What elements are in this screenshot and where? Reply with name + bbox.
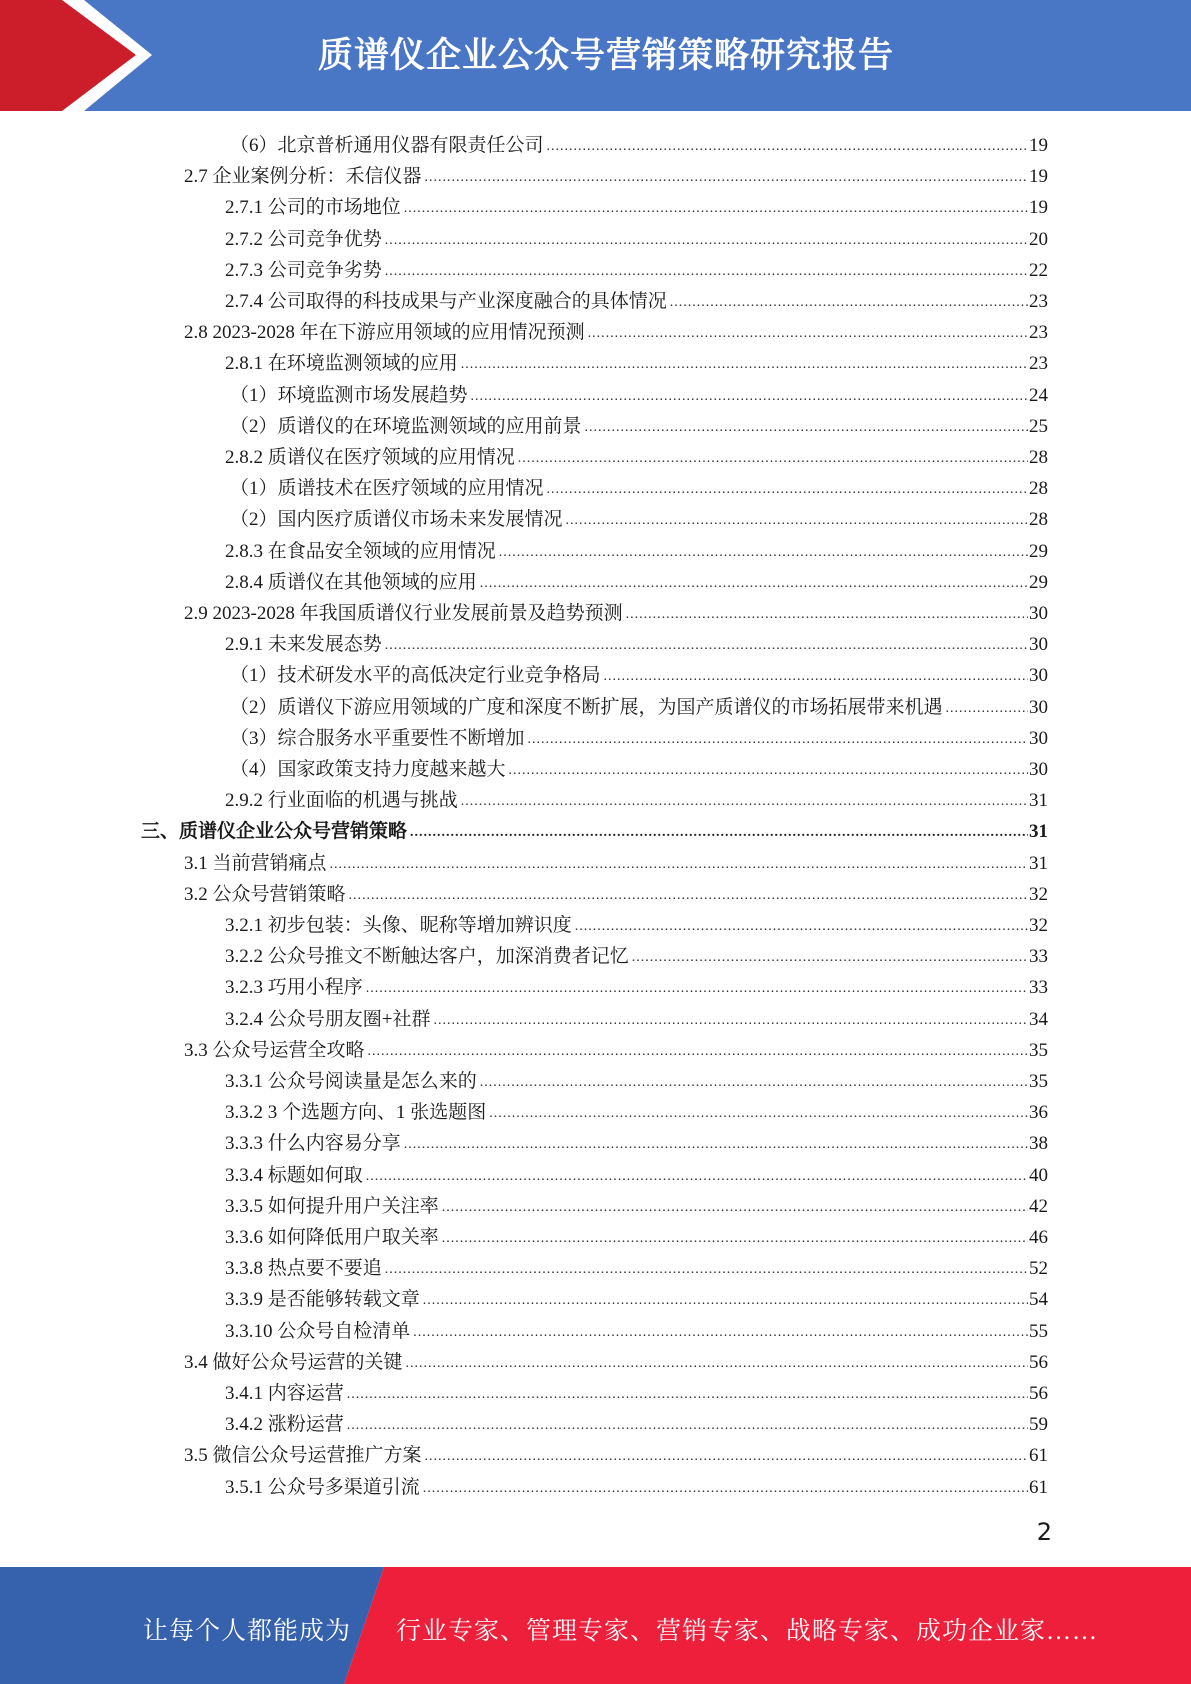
toc-dot-leader	[588, 325, 1028, 345]
toc-dot-leader	[368, 1043, 1028, 1063]
toc-entry-title: 3.4.1 内容运营	[225, 1383, 344, 1404]
toc-entry-page: 56	[1029, 1383, 1048, 1404]
toc-entry-page: 42	[1029, 1196, 1048, 1217]
toc-entry-title: 2.9.2 行业面临的机遇与挑战	[225, 790, 458, 811]
toc-entry-page: 23	[1029, 291, 1048, 312]
header-red-chevron	[0, 0, 148, 111]
toc-entry[interactable]	[184, 1032, 1048, 1063]
toc-entry[interactable]	[225, 1250, 1048, 1281]
toc-dot-leader	[489, 1105, 1028, 1125]
toc-dot-leader	[480, 575, 1028, 595]
toc-dot-leader	[461, 793, 1028, 813]
toc-entry-title: （1）环境监测市场发展趋势	[230, 385, 468, 406]
toc-entry[interactable]	[225, 1063, 1048, 1094]
toc-entry-page: 22	[1029, 260, 1048, 281]
toc-entry[interactable]	[230, 657, 1048, 688]
toc-entry-page: 33	[1029, 977, 1048, 998]
toc-entry[interactable]	[184, 314, 1048, 345]
toc-entry-title: 2.8.3 在食品安全领域的应用情况	[225, 541, 496, 562]
toc-entry-page: 36	[1029, 1102, 1048, 1123]
toc-entry-title: 2.7.2 公司竞争优势	[225, 229, 382, 250]
toc-entry-page: 40	[1029, 1165, 1048, 1186]
toc-entry-title: 3.3.5 如何提升用户关注率	[225, 1196, 439, 1217]
toc-dot-leader	[347, 1417, 1028, 1437]
toc-dot-leader	[404, 1136, 1028, 1156]
toc-dot-leader	[626, 606, 1028, 626]
toc-dot-leader	[385, 637, 1028, 657]
toc-dot-leader	[423, 1292, 1028, 1312]
toc-entry-page: 30	[1029, 759, 1048, 780]
toc-dot-leader	[946, 700, 1028, 720]
toc-entry[interactable]	[230, 501, 1048, 532]
toc-dot-leader	[349, 887, 1028, 907]
toc-entry-title: 2.7.4 公司取得的科技成果与产业深度融合的具体情况	[225, 291, 667, 312]
toc-entry-page: 30	[1029, 728, 1048, 749]
toc-entry-page: 31	[1029, 790, 1048, 811]
toc-dot-leader	[509, 762, 1028, 782]
toc-entry-title: 3.2.1 初步包装：头像、昵称等增加辨识度	[225, 915, 572, 936]
toc-entry[interactable]	[225, 1001, 1048, 1032]
toc-entry-page: 23	[1029, 353, 1048, 374]
toc-entry[interactable]	[225, 221, 1048, 252]
toc-entry-page: 61	[1029, 1445, 1048, 1466]
toc-entry-title: 2.8.1 在环境监测领域的应用	[225, 353, 458, 374]
toc-entry[interactable]	[184, 876, 1048, 907]
toc-entry-page: 30	[1029, 603, 1048, 624]
toc-entry-title: 2.7.3 公司竞争劣势	[225, 260, 382, 281]
toc-entry-page: 33	[1029, 946, 1048, 967]
toc-entry-title: （2）质谱仪的在环境监测领域的应用前景	[230, 416, 582, 437]
toc-dot-leader	[547, 481, 1028, 501]
toc-entry-title: 3.2.4 公众号朋友圈+社群	[225, 1009, 431, 1030]
toc-entry-page: 61	[1029, 1477, 1048, 1498]
toc-entry-page: 55	[1029, 1321, 1048, 1342]
toc-entry-page: 24	[1029, 385, 1048, 406]
toc-dot-leader	[442, 1199, 1028, 1219]
toc-entry[interactable]	[225, 252, 1048, 283]
toc-entry-title: （1）质谱技术在医疗领域的应用情况	[230, 478, 544, 499]
toc-entry-title: （6）北京普析通用仪器有限责任公司	[230, 135, 544, 156]
toc-entry[interactable]	[184, 595, 1048, 626]
toc-dot-leader	[404, 200, 1028, 220]
toc-entry[interactable]	[225, 533, 1048, 564]
toc-dot-leader	[330, 856, 1028, 876]
toc-dot-leader	[471, 388, 1028, 408]
toc-entry[interactable]	[225, 564, 1048, 595]
toc-entry-page: 23	[1029, 322, 1048, 343]
toc-entry-title: 3.1 当前营销痛点	[184, 853, 327, 874]
toc-entry[interactable]	[225, 345, 1048, 376]
toc-entry[interactable]	[184, 1437, 1048, 1468]
toc-dot-leader	[604, 668, 1028, 688]
toc-entry-page: 35	[1029, 1040, 1048, 1061]
toc-dot-leader	[385, 232, 1028, 252]
toc-entry-page: 56	[1029, 1352, 1048, 1373]
toc-entry-page: 31	[1029, 821, 1048, 842]
toc-entry-title: （2）质谱仪下游应用领域的广度和深度不断扩展，为国产质谱仪的市场拓展带来机遇	[230, 697, 943, 718]
toc-dot-leader	[366, 1168, 1028, 1188]
toc-entry-page: 52	[1029, 1258, 1048, 1279]
toc-entry[interactable]	[230, 689, 1048, 720]
toc-entry[interactable]	[184, 845, 1048, 876]
toc-entry-page: 29	[1029, 541, 1048, 562]
toc-entry[interactable]	[141, 813, 1048, 844]
toc-entry-page: 29	[1029, 572, 1048, 593]
toc-dot-leader	[433, 1012, 1028, 1032]
toc-entry-title: 3.3.2 3 个选题方向、1 张选题图	[225, 1102, 487, 1123]
toc-dot-leader	[410, 824, 1028, 844]
page-number: 2	[1036, 1518, 1052, 1546]
toc-entry-page: 34	[1029, 1009, 1048, 1030]
page-footer	[0, 1567, 1191, 1684]
toc-entry[interactable]	[225, 1219, 1048, 1250]
toc-dot-leader	[442, 1230, 1028, 1250]
toc-entry-page: 20	[1029, 229, 1048, 250]
toc-entry-title: 2.8.4 质谱仪在其他领域的应用	[225, 572, 477, 593]
footer-slogan-right: 行业专家、管理专家、营销专家、战略专家、成功企业家……	[396, 1618, 1099, 1645]
toc-entry-title: 2.7.1 公司的市场地位	[225, 197, 401, 218]
toc-dot-leader	[406, 1355, 1028, 1375]
toc-entry[interactable]	[230, 720, 1048, 751]
toc-entry[interactable]	[230, 377, 1048, 408]
toc-entry[interactable]	[225, 1313, 1048, 1344]
toc-entry-title: （4）国家政策支持力度越来越大	[230, 759, 506, 780]
toc-entry[interactable]	[225, 1094, 1048, 1125]
toc-entry-title: 2.9 2023-2028 年我国质谱仪行业发展前景及趋势预测	[184, 603, 623, 624]
toc-dot-leader	[632, 949, 1028, 969]
toc-entry[interactable]	[225, 1469, 1048, 1500]
toc-entry-title: （3）综合服务水平重要性不断增加	[230, 728, 525, 749]
toc-entry-page: 30	[1029, 634, 1048, 655]
toc-entry[interactable]	[225, 1281, 1048, 1312]
toc-entry[interactable]	[184, 1344, 1048, 1375]
toc-entry[interactable]	[225, 782, 1048, 813]
toc-entry-title: 3.2.3 巧用小程序	[225, 977, 363, 998]
toc-entry-page: 28	[1029, 509, 1048, 530]
toc-entry[interactable]	[225, 1406, 1048, 1437]
page-header	[0, 0, 1191, 111]
toc-entry[interactable]	[184, 158, 1048, 189]
toc-dot-leader	[425, 1448, 1028, 1468]
toc-dot-leader	[670, 294, 1028, 314]
toc-entry[interactable]	[230, 408, 1048, 439]
toc-entry-title: 3.3.6 如何降低用户取关率	[225, 1227, 439, 1248]
toc-entry-title: 3.3 公众号运营全攻略	[184, 1040, 365, 1061]
toc-entry[interactable]	[225, 1125, 1048, 1156]
toc-entry[interactable]	[225, 439, 1048, 470]
toc-dot-leader	[585, 419, 1028, 439]
toc-entry-title: 3.2.2 公众号推文不断触达客户，加深消费者记忆	[225, 946, 629, 967]
report-title: 质谱仪企业公众号营销策略研究报告	[318, 36, 895, 76]
toc-entry-page: 28	[1029, 478, 1048, 499]
toc-entry-page: 25	[1029, 416, 1048, 437]
toc-entry-title: （2）国内医疗质谱仪市场未来发展情况	[230, 509, 563, 530]
toc-dot-leader	[528, 731, 1028, 751]
toc-dot-leader	[575, 918, 1028, 938]
toc-dot-leader	[413, 1324, 1028, 1344]
toc-dot-leader	[347, 1386, 1028, 1406]
toc-entry[interactable]	[225, 969, 1048, 1000]
toc-entry-title: 3.4.2 涨粉运营	[225, 1414, 344, 1435]
toc-entry-title: 3.3.9 是否能够转载文章	[225, 1289, 420, 1310]
toc-entry-page: 19	[1029, 135, 1048, 156]
toc-dot-leader	[461, 356, 1028, 376]
toc-entry-title: 2.7 企业案例分析：禾信仪器	[184, 166, 422, 187]
toc-dot-leader	[385, 263, 1028, 283]
toc-entry-title: 3.5 微信公众号运营推广方案	[184, 1445, 422, 1466]
toc-dot-leader	[480, 1074, 1028, 1094]
toc-entry[interactable]	[230, 470, 1048, 501]
toc-entry[interactable]	[225, 283, 1048, 314]
toc-entry[interactable]	[230, 751, 1048, 782]
toc-entry-page: 30	[1029, 697, 1048, 718]
toc-entry-page: 38	[1029, 1133, 1048, 1154]
footer-slogan-left: 让每个人都能成为	[143, 1618, 352, 1645]
toc-entry-page: 59	[1029, 1414, 1048, 1435]
toc-entry[interactable]	[225, 1157, 1048, 1188]
toc-entry[interactable]	[225, 189, 1048, 220]
toc-dot-leader	[566, 512, 1028, 532]
toc-entry-title: 2.8 2023-2028 年在下游应用领域的应用情况预测	[184, 322, 585, 343]
toc-dot-leader	[423, 1480, 1028, 1500]
toc-entry-title: 三、质谱仪企业公众号营销策略	[141, 821, 408, 842]
toc-entry[interactable]	[225, 907, 1048, 938]
toc-entry[interactable]	[225, 1375, 1048, 1406]
toc-dot-leader	[425, 169, 1028, 189]
toc-entry-page: 32	[1029, 884, 1048, 905]
toc-entry-title: 3.3.10 公众号自检清单	[225, 1321, 411, 1342]
toc-entry[interactable]	[225, 626, 1048, 657]
toc-entry-page: 31	[1029, 853, 1048, 874]
toc-entry-page: 54	[1029, 1289, 1048, 1310]
toc-entry[interactable]	[230, 127, 1048, 158]
toc-entry[interactable]	[225, 938, 1048, 969]
toc-entry-page: 19	[1029, 166, 1048, 187]
toc-entry-title: 2.9.1 未来发展态势	[225, 634, 382, 655]
toc-entry-page: 35	[1029, 1071, 1048, 1092]
toc-entry-title: 3.3.4 标题如何取	[225, 1165, 363, 1186]
toc-dot-leader	[366, 980, 1028, 1000]
toc-entry-title: 3.3.8 热点要不要追	[225, 1258, 382, 1279]
toc-entry-title: 3.2 公众号营销策略	[184, 884, 346, 905]
toc-entry-page: 19	[1029, 197, 1048, 218]
toc-dot-leader	[547, 138, 1028, 158]
toc-entry-page: 30	[1029, 665, 1048, 686]
toc-entry-title: 3.5.1 公众号多渠道引流	[225, 1477, 420, 1498]
toc-entry-title: 3.4 做好公众号运营的关键	[184, 1352, 403, 1373]
toc-entry-page: 32	[1029, 915, 1048, 936]
toc-entry-title: （1）技术研发水平的高低决定行业竞争格局	[230, 665, 601, 686]
toc-entry-title: 2.8.2 质谱仪在医疗领域的应用情况	[225, 447, 515, 468]
toc-dot-leader	[518, 450, 1028, 470]
toc-dot-leader	[385, 1261, 1028, 1281]
toc-entry-page: 28	[1029, 447, 1048, 468]
toc-entry-title: 3.3.3 什么内容易分享	[225, 1133, 401, 1154]
toc-entry[interactable]	[225, 1188, 1048, 1219]
toc-entry-page: 46	[1029, 1227, 1048, 1248]
toc-entry-title: 3.3.1 公众号阅读量是怎么来的	[225, 1071, 477, 1092]
toc-dot-leader	[499, 544, 1028, 564]
